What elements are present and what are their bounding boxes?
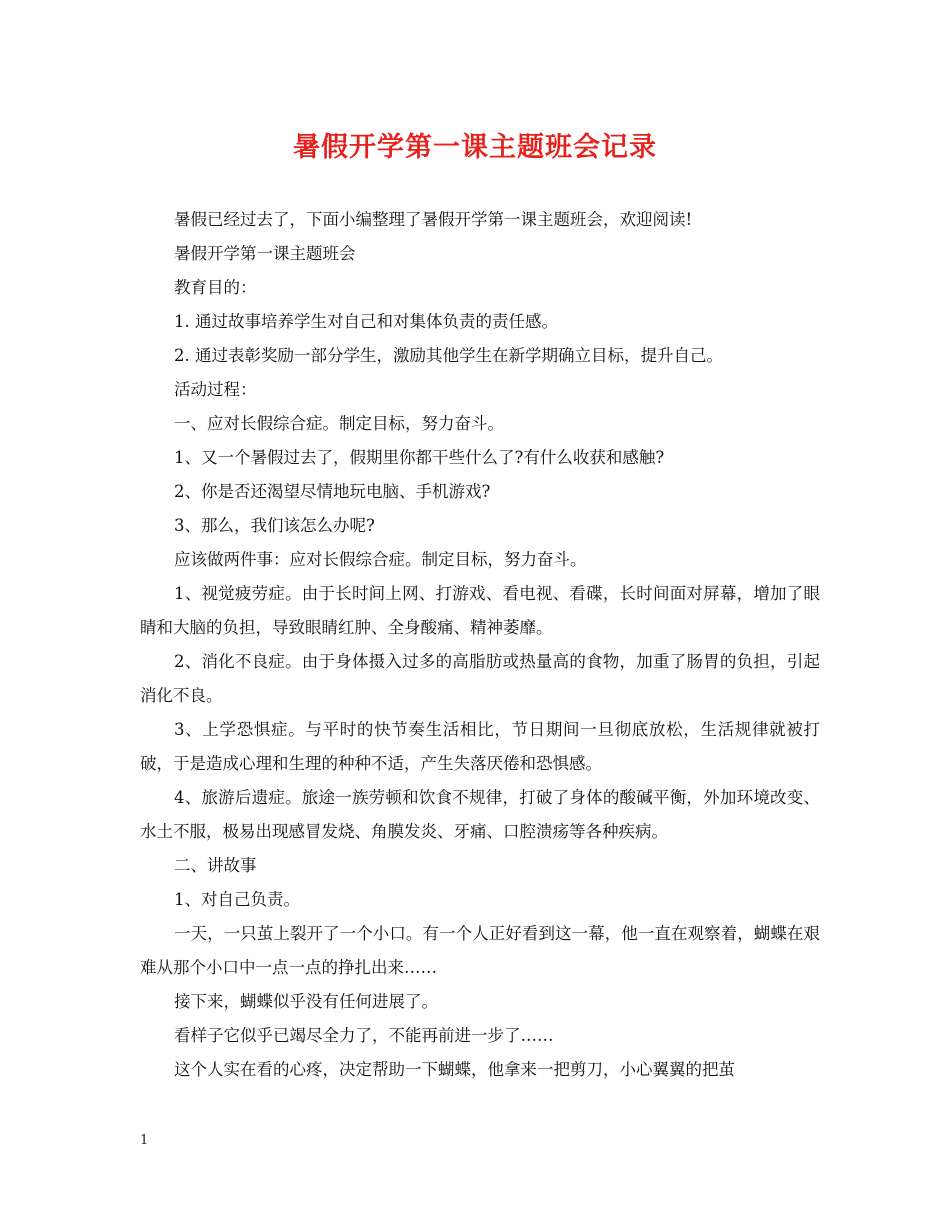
paragraph: 一天，一只茧上裂开了一个小口。有一个人正好看到这一幕，他一直在观察着，蝴蝶在艰难从那个小口中一点一点的挣扎出来…… [140,924,820,977]
paragraph: 看样子它似乎已竭尽全力了，不能再前进一步了…… [174,1026,554,1045]
list-item: 2、你是否还渴望尽情地玩电脑、手机游戏? [174,482,491,501]
document-body [140,203,820,1087]
section-heading: 一、应对长假综合症。制定目标，努力奋斗。 [174,414,504,433]
section-heading: 二、讲故事 [174,856,257,875]
subtitle-paragraph: 暑假开学第一课主题班会 [174,244,356,263]
list-item: 1. 通过故事培养学生对自己和对集体负责的责任感。 [174,312,558,331]
section-heading: 教育目的： [174,278,257,297]
paragraph: 应该做两件事：应对长假综合症。制定目标，努力奋斗。 [174,550,587,569]
document-title: 暑假开学第一课主题班会记录 [293,132,657,163]
paragraph: 这个人实在看的心疼，决定帮助一下蝴蝶，他拿来一把剪刀，小心翼翼的把茧 [174,1060,735,1079]
list-item: 2. 通过表彰奖励一部分学生，激励其他学生在新学期确立目标，提升自己。 [174,346,723,365]
paragraph: 2、消化不良症。由于身体摄入过多的高脂肪或热量高的食物，加重了肠胃的负担，引起消化不良。 [140,652,820,705]
list-item: 1、又一个暑假过去了，假期里你都干些什么了?有什么收获和感触? [174,448,665,467]
list-item: 1、对自己负责。 [174,890,300,909]
list-item: 3、那么，我们该怎么办呢? [174,516,375,535]
section-heading: 活动过程： [174,380,257,399]
paragraph: 1、视觉疲劳症。由于长时间上网、打游戏、看电视、看碟，长时间面对屏幕，增加了眼睛和大脑的负担，导致眼睛红肿、全身酸痛、精神萎靡。 [140,584,820,637]
paragraph: 接下来，蝴蝶似乎没有任何进展了。 [174,992,438,1011]
page-number: 1 [140,1133,149,1148]
paragraph: 4、旅游后遗症。旅途一族劳顿和饮食不规律，打破了身体的酸碱平衡，外加环境改变、水土不服，极易出现感冒发烧、角膜发炎、牙痛、口腔溃疡等各种疾病。 [140,788,820,841]
paragraph: 3、上学恐惧症。与平时的快节奏生活相比，节日期间一旦彻底放松，生活规律就被打破，于是造成心理和生理的种种不适，产生失落厌倦和恐惧感。 [140,720,820,773]
intro-paragraph: 暑假已经过去了，下面小编整理了暑假开学第一课主题班会，欢迎阅读! [174,210,693,229]
